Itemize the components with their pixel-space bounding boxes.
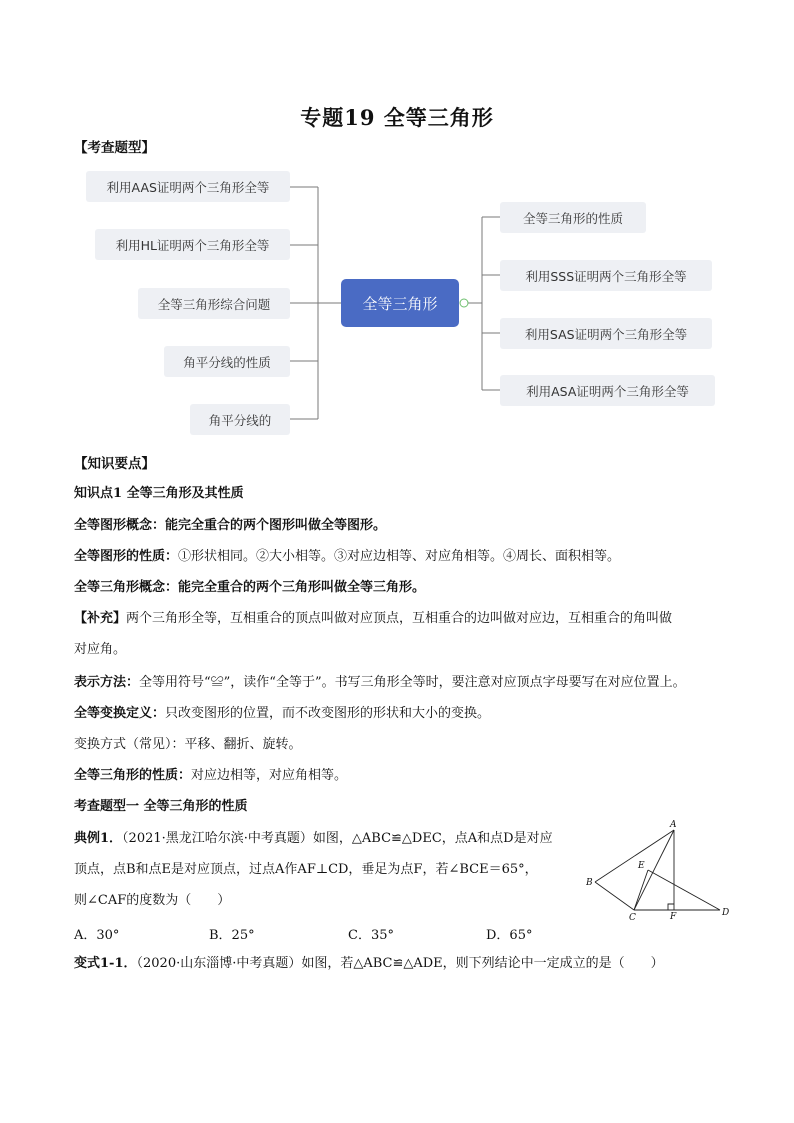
section-heading-knowledge: 【知识要点】 [74,456,155,472]
label-e: E [638,861,645,871]
example-1-line-2: 顶点，点B和点E是对应顶点，过点A作AF⊥CD，垂足为点F，若∠BCE＝65°， [74,862,538,877]
supplement-note-continued: 对应角。 [74,642,127,657]
text: 对应边相等，对应角相等。 [191,768,348,783]
variant-label: 变式1-1． [74,956,137,971]
label-f: F [670,912,677,922]
label-a: A [670,820,677,830]
label: 【补充】 [74,611,127,626]
text: 两个三角形全等，互相重合的顶点叫做对应顶点，互相重合的边叫做对应边，互相重合的角叫做 [126,611,673,626]
congruent-triangle-definition: 全等三角形概念：能完全重合的两个三角形叫做全等三角形。 [74,580,426,595]
label-c: C [629,913,636,922]
congruent-figure-properties [74,548,620,566]
variant-1-1 [74,955,664,973]
knowledge-point-1-title: 知识点1 全等三角形及其性质 [74,486,244,501]
notation-method [74,674,686,692]
mindmap-node-bisector-property: 角平分线的性质 [164,346,290,377]
label: 全等变换定义： [74,706,166,721]
collapse-toggle-icon [460,299,468,307]
mindmap-node-properties: 全等三角形的性质 [500,202,646,233]
supplement-note [74,610,672,628]
page-title: 专题19 全等三角形 [300,105,494,130]
text: 全等用符号“≌”，读作“全等于”。书写三角形全等时，要注意对应顶点字母要写在对应位置上。 [139,675,686,690]
congruent-figure-definition: 全等图形概念：能完全重合的两个图形叫做全等图形。 [74,518,387,533]
option-a: A．30° [74,928,120,943]
mindmap-node-hl: 利用HL证明两个三角形全等 [95,229,290,260]
text: （2021·黑龙江哈尔滨·中考真题）如图，△ABC≌△DEC，点A和点D是对应 [122,831,553,846]
mindmap-center-node: 全等三角形 [341,279,459,327]
congruent-triangle-properties [74,767,347,785]
label-b: B [586,878,593,888]
text: 只改变图形的位置，而不改变图形的形状和大小的变换。 [165,706,491,721]
mindmap-node-comprehensive: 全等三角形综合问题 [138,288,290,319]
text: （2020·山东淄博·中考真题）如图，若△ABC≌△ADE，则下列结论中一定成立的是（ ） [136,956,664,971]
mindmap-node-aas: 利用AAS证明两个三角形全等 [86,171,290,202]
mind-map-connectors [0,0,794,440]
option-c: C．35° [348,928,394,943]
example-label: 典例1． [74,831,123,846]
text: ①形状相同。②大小相等。③对应边相等、对应角相等。④周长、面积相等。 [178,549,621,564]
example-1-line-1 [74,830,553,848]
label: 表示方法： [74,675,140,690]
section-heading-question-types: 【考查题型】 [74,140,155,156]
label: 全等图形的性质： [74,549,179,564]
label-d: D [722,908,730,918]
example-1-line-3: 则∠CAF的度数为（ ） [74,893,231,908]
mindmap-node-bisector: 角平分线的 [190,404,290,435]
mindmap-node-asa: 利用ASA证明两个三角形全等 [500,375,715,406]
transformation-types: 变换方式（常见）：平移、翻折、旋转。 [74,737,302,752]
triangle-figure [586,818,736,922]
congruent-transformation-definition [74,705,490,723]
option-d: D．65° [486,928,533,943]
question-type-1-title: 考查题型一 全等三角形的性质 [74,799,248,814]
option-b: B．25° [209,928,255,943]
mindmap-node-sas: 利用SAS证明两个三角形全等 [500,318,712,349]
label: 全等三角形的性质： [74,768,192,783]
mindmap-node-sss: 利用SSS证明两个三角形全等 [500,260,712,291]
